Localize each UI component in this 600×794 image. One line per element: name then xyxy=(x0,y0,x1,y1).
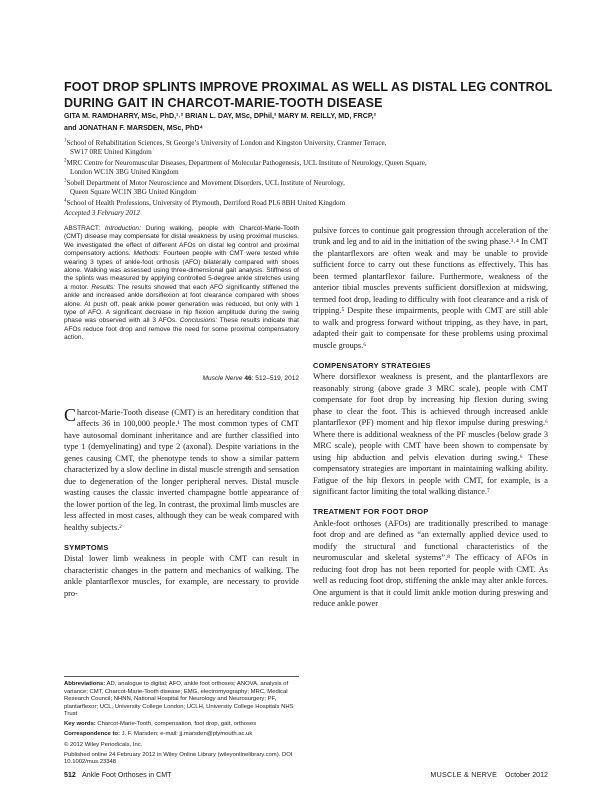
footnotes xyxy=(64,676,299,769)
correspondence-note: Correspondence to: J. F. Marsden; e-mail: jj.marsden@plymouth.ac.uk xyxy=(64,730,253,737)
affiliation-3: $^3$Sobell Department of Motor Neuroscience and Movement Disorders, UCL Institute of Neurology, Queen Square WC1N 3BG United Kingdom xyxy=(64,178,345,197)
abstract: ABSTRACT: Introduction: During walking, people with Charcot-Marie-Tooth (CMT) disease may compensate for distal weakness by using proximal muscles. We investigated the effect of different AFOs on distal leg control and proximal compensatory actions. Methods: Fourteen people with CMT were tested while wearing 3 types of ankle-foot orthosis (AFO) bilaterally compared with shoes alone. Walking was assessed using three-dimensional gait analysis. Stiffness of the splints was measured by applying controlled 5-degree ankle stretches using a motor. Results: The results showed that each AFO significantly stiffened the ankle and increased ankle dorsiflexion at foot clearance compared with shoes alone. At push off, peak ankle power generation was reduced, but only with 1 type of AFO. A significant decrease in hip flexion amplitude during the swing phase was observed with all 3 AFOs. Conclusions: These results indicate that AFOs reduce foot drop and remove the need for some proximal compensatory action. xyxy=(64,225,300,342)
intro-paragraph: Charcot-Marie-Tooth disease (CMT) is an hereditary condition that affects 36 in 100,000 people.¹ The most common types of CMT have autosomal dominant inheritance and are further classified into type 1 (demyelinating) and type 2 (axonal). Despite variations in the genes causing CMT, the phenotype tends to show a similar pattern characterized by a slow decline in distal muscle strength and sensation due to degeneration of the longer peripheral nerves. Distal muscle wasting causes the classic inverted champagne bottle appearance of the lower portion of the leg. In contrast, the proximal limb muscles are less affected in most cases, although they can be weak compared with healthy subjects.² xyxy=(64,405,299,532)
right-paragraph-1: pulsive forces to continue gait progression through acceleration of the trunk and leg and to aid in the initiation of the swing phase.³˒⁴ In CMT the plantarflexors are often weak and may be unable to provide sufficient force to carry out these functions as effectively. This has been termed plantarflexor failure. Furthermore, weakness of the anterior tibial muscles prevents sufficient dorsiflexion at midswing, termed foot drop, leading to difficulty with foot clearance and a risk of tripping.⁵ Despite these impairments, people with CMT are still able to walk and progress forward without tripping, as they have, in part, adapted their gait to compensate for these problems using proximal muscle groups.⁶ xyxy=(313,226,548,350)
copyright-note: © 2012 Wiley Periodicals, Inc. xyxy=(64,742,143,749)
symptoms-paragraph: Distal lower limb weakness in people with CMT can result in characteristic changes in the pattern and mechanics of walking. The ankle plantarflexor muscles, for example, are necessary to provide pro- xyxy=(64,554,299,598)
abbreviations-note: Abbreviations: AD, analogue to digital; AFO, ankle foot orthoses; ANOVA, analysis of variance; CMT, Charcot-Marie-Tooth disease; EMG, electromyography; MRC, Medical Research Council; NHNN, National Hospital for Neurology and Neurosurgery; PF, plantarflexor; UCL, University College London; UCLH, University College Hospitals NHS Trust xyxy=(64,681,294,718)
author-list xyxy=(64,111,554,134)
abstract-label: ABSTRACT: xyxy=(64,225,101,232)
heading-compensatory-strategies: COMPENSATORY STRATEGIES xyxy=(313,360,431,370)
author-line-2: and JONATHAN F. MARSDEN, MSc, PhD⁴ xyxy=(64,123,203,132)
article-title: FOOT DROP SPLINTS IMPROVE PROXIMAL AS WELL AS DISTAL LEG CONTROL DURING GAIT IN CHARCOT-MARIE-TOOTH DISEASE xyxy=(64,80,553,110)
author-line-1: GITA M. RAMDHARRY, MSc, PhD,¹˒² BRIAN L. DAY, MSc, DPhil,³ MARY M. REILLY, MD, FRCP,² xyxy=(64,112,377,120)
abstract-citation: Muscle Nerve 46: 512–519, 2012 xyxy=(202,375,299,382)
accepted-date: Accepted 3 February 2012 xyxy=(64,209,140,217)
right-paragraph-3: Ankle-foot orthoses (AFOs) are traditionally prescribed to manage foot drop and are defined as “an externally applied device used to modify the structural and functional characteristics of the neuromuscular and skeletal systems”.⁸ The efficacy of AFOs in reducing foot drop has not been reported for people with CMT. As well as reducing foot drop, stiffening the ankle may alter ankle forces. One argument is that it could limit ankle motion during preswing and reduce ankle power xyxy=(313,518,548,609)
affiliation-2: $^2$MRC Centre for Neuromuscular Diseases, Department of Molecular Pathogenesis, UCL Institute of Neurology, Queen Square, London WC1N 3BG United Kingdom xyxy=(64,158,427,177)
heading-symptoms: SYMPTOMS xyxy=(64,542,109,552)
affiliations xyxy=(64,139,554,210)
page-number: 512 xyxy=(64,771,76,779)
right-paragraph-2: Where dorsiflexor weakness is present, and the plantarflexors are reasonably strong (above grade 3 MRC scale), people with CMT compensate for foot drop by increasing hip flexion during swing phase to clear the foot. This is achieved through increased ankle plantarflexor (PF) moment and hip flexor impulse during preswing.⁶ Where there is additional weakness of the PF muscles (below grade 3 MRC scale), people with CMT have been shown to compensate by using hip abduction and pelvis elevation during swing.⁶ These compensatory strategies are important in maintaining walking ability. Fatigue of the hip flexors in people with CMT, for example, is a significant factor limiting the total walking distance.⁷ xyxy=(313,372,548,496)
affiliation-1: $^1$School of Rehabilitation Sciences, St George’s University of London and Kingston University, Cranmer Terrace, SW17 0RE United Kingdom xyxy=(64,138,387,157)
drop-cap: C xyxy=(64,405,77,425)
journal-date: MUSCLE & NERVE October 2012 xyxy=(430,771,548,779)
publication-note: Published online 24 February 2012 in Wiley Online Library (wileyonlinelibrary.com). DOI 10.1002/mus.23348 xyxy=(64,751,293,766)
page-footer xyxy=(64,771,548,780)
affiliation-4: $^4$School of Health Professions, University of Plymouth, Derriford Road PL6 8BH United Kingdom xyxy=(64,198,346,208)
left-column-body xyxy=(64,407,299,599)
heading-treatment-foot-drop: TREATMENT FOR FOOT DROP xyxy=(313,507,429,517)
running-head: Ankle Foot Orthoses in CMT xyxy=(82,771,172,779)
keywords-note: Key words: Charcot-Marie-Tooth, compensation, foot drop, gait, orthoses xyxy=(64,720,257,727)
right-column-body xyxy=(313,225,548,610)
